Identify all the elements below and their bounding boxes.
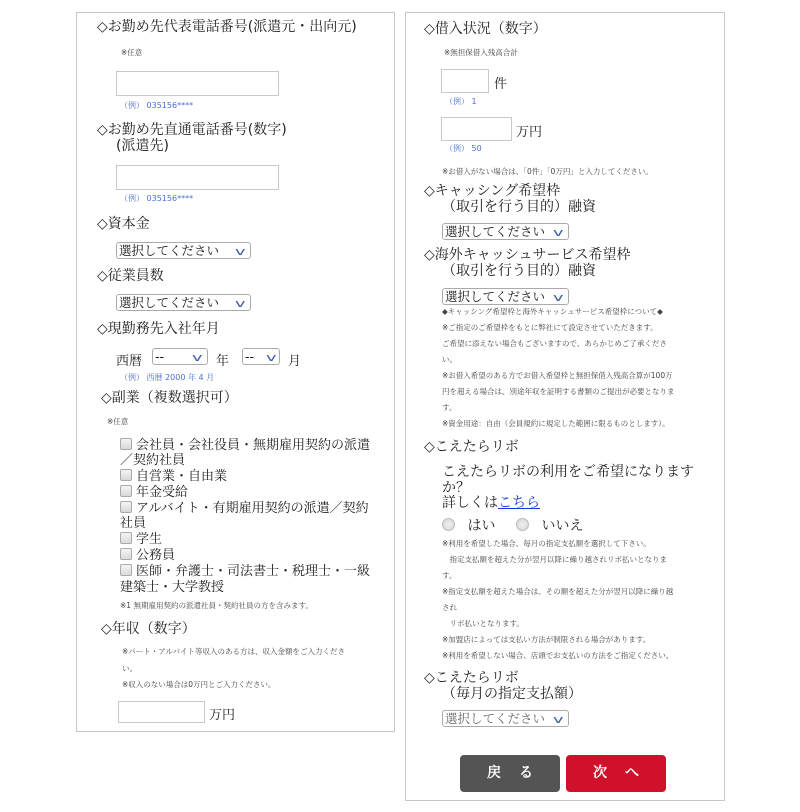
limit-note: 円を超える場合は、別途年収を証明する書類のご提出が必要となりま xyxy=(442,387,675,396)
revo-yes-option[interactable]: はい xyxy=(442,518,495,535)
side-job-footnote: ※1 無期雇用契約の派遣社員・契約社員の方を含みます。 xyxy=(120,601,313,610)
left-form-panel xyxy=(76,12,395,732)
revo-amount-select[interactable] xyxy=(442,710,569,727)
capital-select[interactable] xyxy=(116,242,251,259)
limit-note: ご希望に添えない場合もございますので、あらかじめご了承くださ xyxy=(442,339,667,348)
revo-detail: 詳しくはこちら xyxy=(442,495,540,511)
count-unit: 件 xyxy=(494,77,508,92)
income-unit: 万円 xyxy=(209,708,236,723)
side-job-option-4[interactable]: アルバイト・有期雇用契約の派遣／契約 xyxy=(120,501,369,516)
chevron-down-icon: v xyxy=(266,351,277,364)
capital-select-value: 選択してください xyxy=(119,243,220,258)
borrowing-note: ※無担保借入残高合計 xyxy=(444,48,518,57)
limit-note: ※資金用途：自由（会員規約に規定した範囲に限るものとします）。 xyxy=(442,419,670,428)
join-year-value: -- xyxy=(155,349,165,364)
limit-note: ※ご指定のご希望枠をもとに弊社にて設定させていただきます。 xyxy=(442,323,658,332)
revo-question: こえたらリボの利用をご希望になります xyxy=(442,464,694,480)
direct-phone-input[interactable] xyxy=(116,165,279,190)
revo-note: ※指定支払額を超えた場合は、その額を超えた分が翌月以降に繰り越 xyxy=(442,587,674,596)
revo-no-option[interactable]: いいえ xyxy=(516,518,583,535)
revo-note: す。 xyxy=(442,571,457,580)
amount-unit: 万円 xyxy=(516,125,543,140)
join-date-example: （例） 西暦 2000 年 4 月 xyxy=(120,373,215,382)
join-month-select[interactable] xyxy=(242,348,280,365)
side-job-option-4-cont: 社員 xyxy=(120,516,147,531)
revo-note: ※利用を希望しない場合、店頭でお支払いの方法をご指定ください。 xyxy=(442,651,674,660)
checkbox[interactable] xyxy=(120,548,132,560)
direct-phone-label: ◇お勤め先直通電話番号(数字) xyxy=(97,122,287,138)
side-job-optional-note: ※任意 xyxy=(107,417,129,426)
overseas-limit-label: ◇海外キャッシュサービス希望枠 xyxy=(424,247,631,263)
era-label: 西暦 xyxy=(116,354,143,369)
limit-note-header: ◆キャッシング希望枠と海外キャッシュサービス希望枠について◆ xyxy=(442,307,663,316)
income-note-2: ※収入のない場合は0万円とご入力ください。 xyxy=(122,680,276,689)
rep-phone-example: （例） 035156**** xyxy=(120,101,194,110)
rep-phone-label: ◇お勤め先代表電話番号(派遣元・出向元) xyxy=(97,19,357,35)
join-month-value: -- xyxy=(245,349,255,364)
limit-note: ※お借入希望のある方でお借入希望枠と無担保借入残高合算が100万 xyxy=(442,371,673,380)
cashing-limit-select[interactable] xyxy=(442,223,569,240)
right-form-panel xyxy=(405,12,725,801)
annual-income-input[interactable] xyxy=(118,701,205,723)
revo-amount-sub: （毎月の指定支払額） xyxy=(442,686,582,702)
overseas-limit-value: 選択してください xyxy=(445,289,546,304)
cashing-limit-purpose: （取引を行う目的）融資 xyxy=(442,199,596,215)
annual-income-label: ◇年収（数字） xyxy=(101,621,196,637)
count-example: （例） 1 xyxy=(445,97,477,106)
income-note-1: ※パート・アルバイト等収入のある方は、収入金額をご入力くださ xyxy=(122,647,345,656)
overseas-limit-purpose: （取引を行う目的）融資 xyxy=(442,263,596,279)
borrowing-label: ◇借入状況（数字） xyxy=(424,21,547,37)
chevron-down-icon: v xyxy=(192,351,203,364)
side-job-option-7-cont: 建築士・大学教授 xyxy=(120,580,225,595)
limit-note: い。 xyxy=(442,355,457,364)
revo-label: ◇こえたらリボ xyxy=(424,439,519,455)
checkbox[interactable] xyxy=(120,564,132,576)
side-job-option-6[interactable]: 公務員 xyxy=(120,548,175,563)
join-year-select[interactable] xyxy=(152,348,208,365)
employees-label: ◇従業員数 xyxy=(97,268,164,284)
month-unit: 月 xyxy=(288,354,302,369)
revo-amount-label: ◇こえたらリボ xyxy=(424,670,519,686)
side-job-option-3[interactable]: 年金受給 xyxy=(120,485,188,500)
direct-phone-example: （例） 035156**** xyxy=(120,194,194,203)
borrowing-amount-input[interactable] xyxy=(441,117,512,141)
chevron-down-icon: v xyxy=(553,226,564,239)
chevron-down-icon: v xyxy=(235,297,246,310)
chevron-down-icon: v xyxy=(553,713,564,726)
rep-phone-optional-note: ※任意 xyxy=(121,48,143,57)
side-job-option-2[interactable]: 自営業・自由業 xyxy=(120,469,227,484)
rep-phone-input[interactable] xyxy=(116,71,279,96)
borrowing-count-input[interactable] xyxy=(441,69,489,93)
revo-amount-value: 選択してください xyxy=(445,711,546,726)
revo-note: ※利用を希望した場合、毎月の指定支払額を選択して下さい。 xyxy=(442,539,651,548)
revo-note: リボ払いとなります。 xyxy=(442,619,524,628)
amount-example: （例） 50 xyxy=(445,144,482,153)
limit-note: す。 xyxy=(442,403,457,412)
capital-label: ◇資本金 xyxy=(97,216,150,232)
chevron-down-icon: v xyxy=(235,245,246,258)
checkbox[interactable] xyxy=(120,469,132,481)
checkbox[interactable] xyxy=(120,532,132,544)
checkbox[interactable] xyxy=(120,485,132,497)
revo-note: ※加盟店によっては支払い方法が制限される場合があります。 xyxy=(442,635,651,644)
join-date-label: ◇現勤務先入社年月 xyxy=(97,321,220,337)
revo-note: され xyxy=(442,603,457,612)
side-job-option-1[interactable]: 会社員・会社役員・無期雇用契約の派遣 xyxy=(120,438,370,453)
income-note-1-cont: い。 xyxy=(122,664,137,673)
radio-button[interactable] xyxy=(442,518,455,531)
overseas-limit-select[interactable] xyxy=(442,288,569,305)
back-button[interactable]: 戻る xyxy=(460,755,560,792)
year-unit: 年 xyxy=(216,354,230,369)
revo-question-cont: か？ xyxy=(442,480,470,496)
side-job-option-1-cont: ／契約社員 xyxy=(120,453,186,468)
cashing-limit-label: ◇キャッシング希望枠 xyxy=(424,183,561,199)
borrowing-footnote: ※お借入がない場合は、「0件」「0万円」と入力してください。 xyxy=(442,167,653,176)
revo-detail-link[interactable]: こちら xyxy=(498,495,540,511)
revo-note: 指定支払額を超えた分が翌月以降に繰り越されリボ払いとなりま xyxy=(442,555,667,564)
side-job-option-5[interactable]: 学生 xyxy=(120,532,162,547)
direct-phone-label-sub: (派遣先) xyxy=(116,138,169,154)
employees-select[interactable] xyxy=(116,294,251,311)
side-job-option-7[interactable]: 医師・弁護士・司法書士・税理士・一級 xyxy=(120,564,370,579)
side-job-label: ◇副業（複数選択可） xyxy=(101,390,238,406)
next-button[interactable]: 次へ xyxy=(566,755,666,792)
employees-select-value: 選択してください xyxy=(119,295,220,310)
radio-button[interactable] xyxy=(516,518,529,531)
checkbox[interactable] xyxy=(120,501,132,513)
cashing-limit-value: 選択してください xyxy=(445,224,546,239)
checkbox[interactable] xyxy=(120,438,132,450)
chevron-down-icon: v xyxy=(553,291,564,304)
